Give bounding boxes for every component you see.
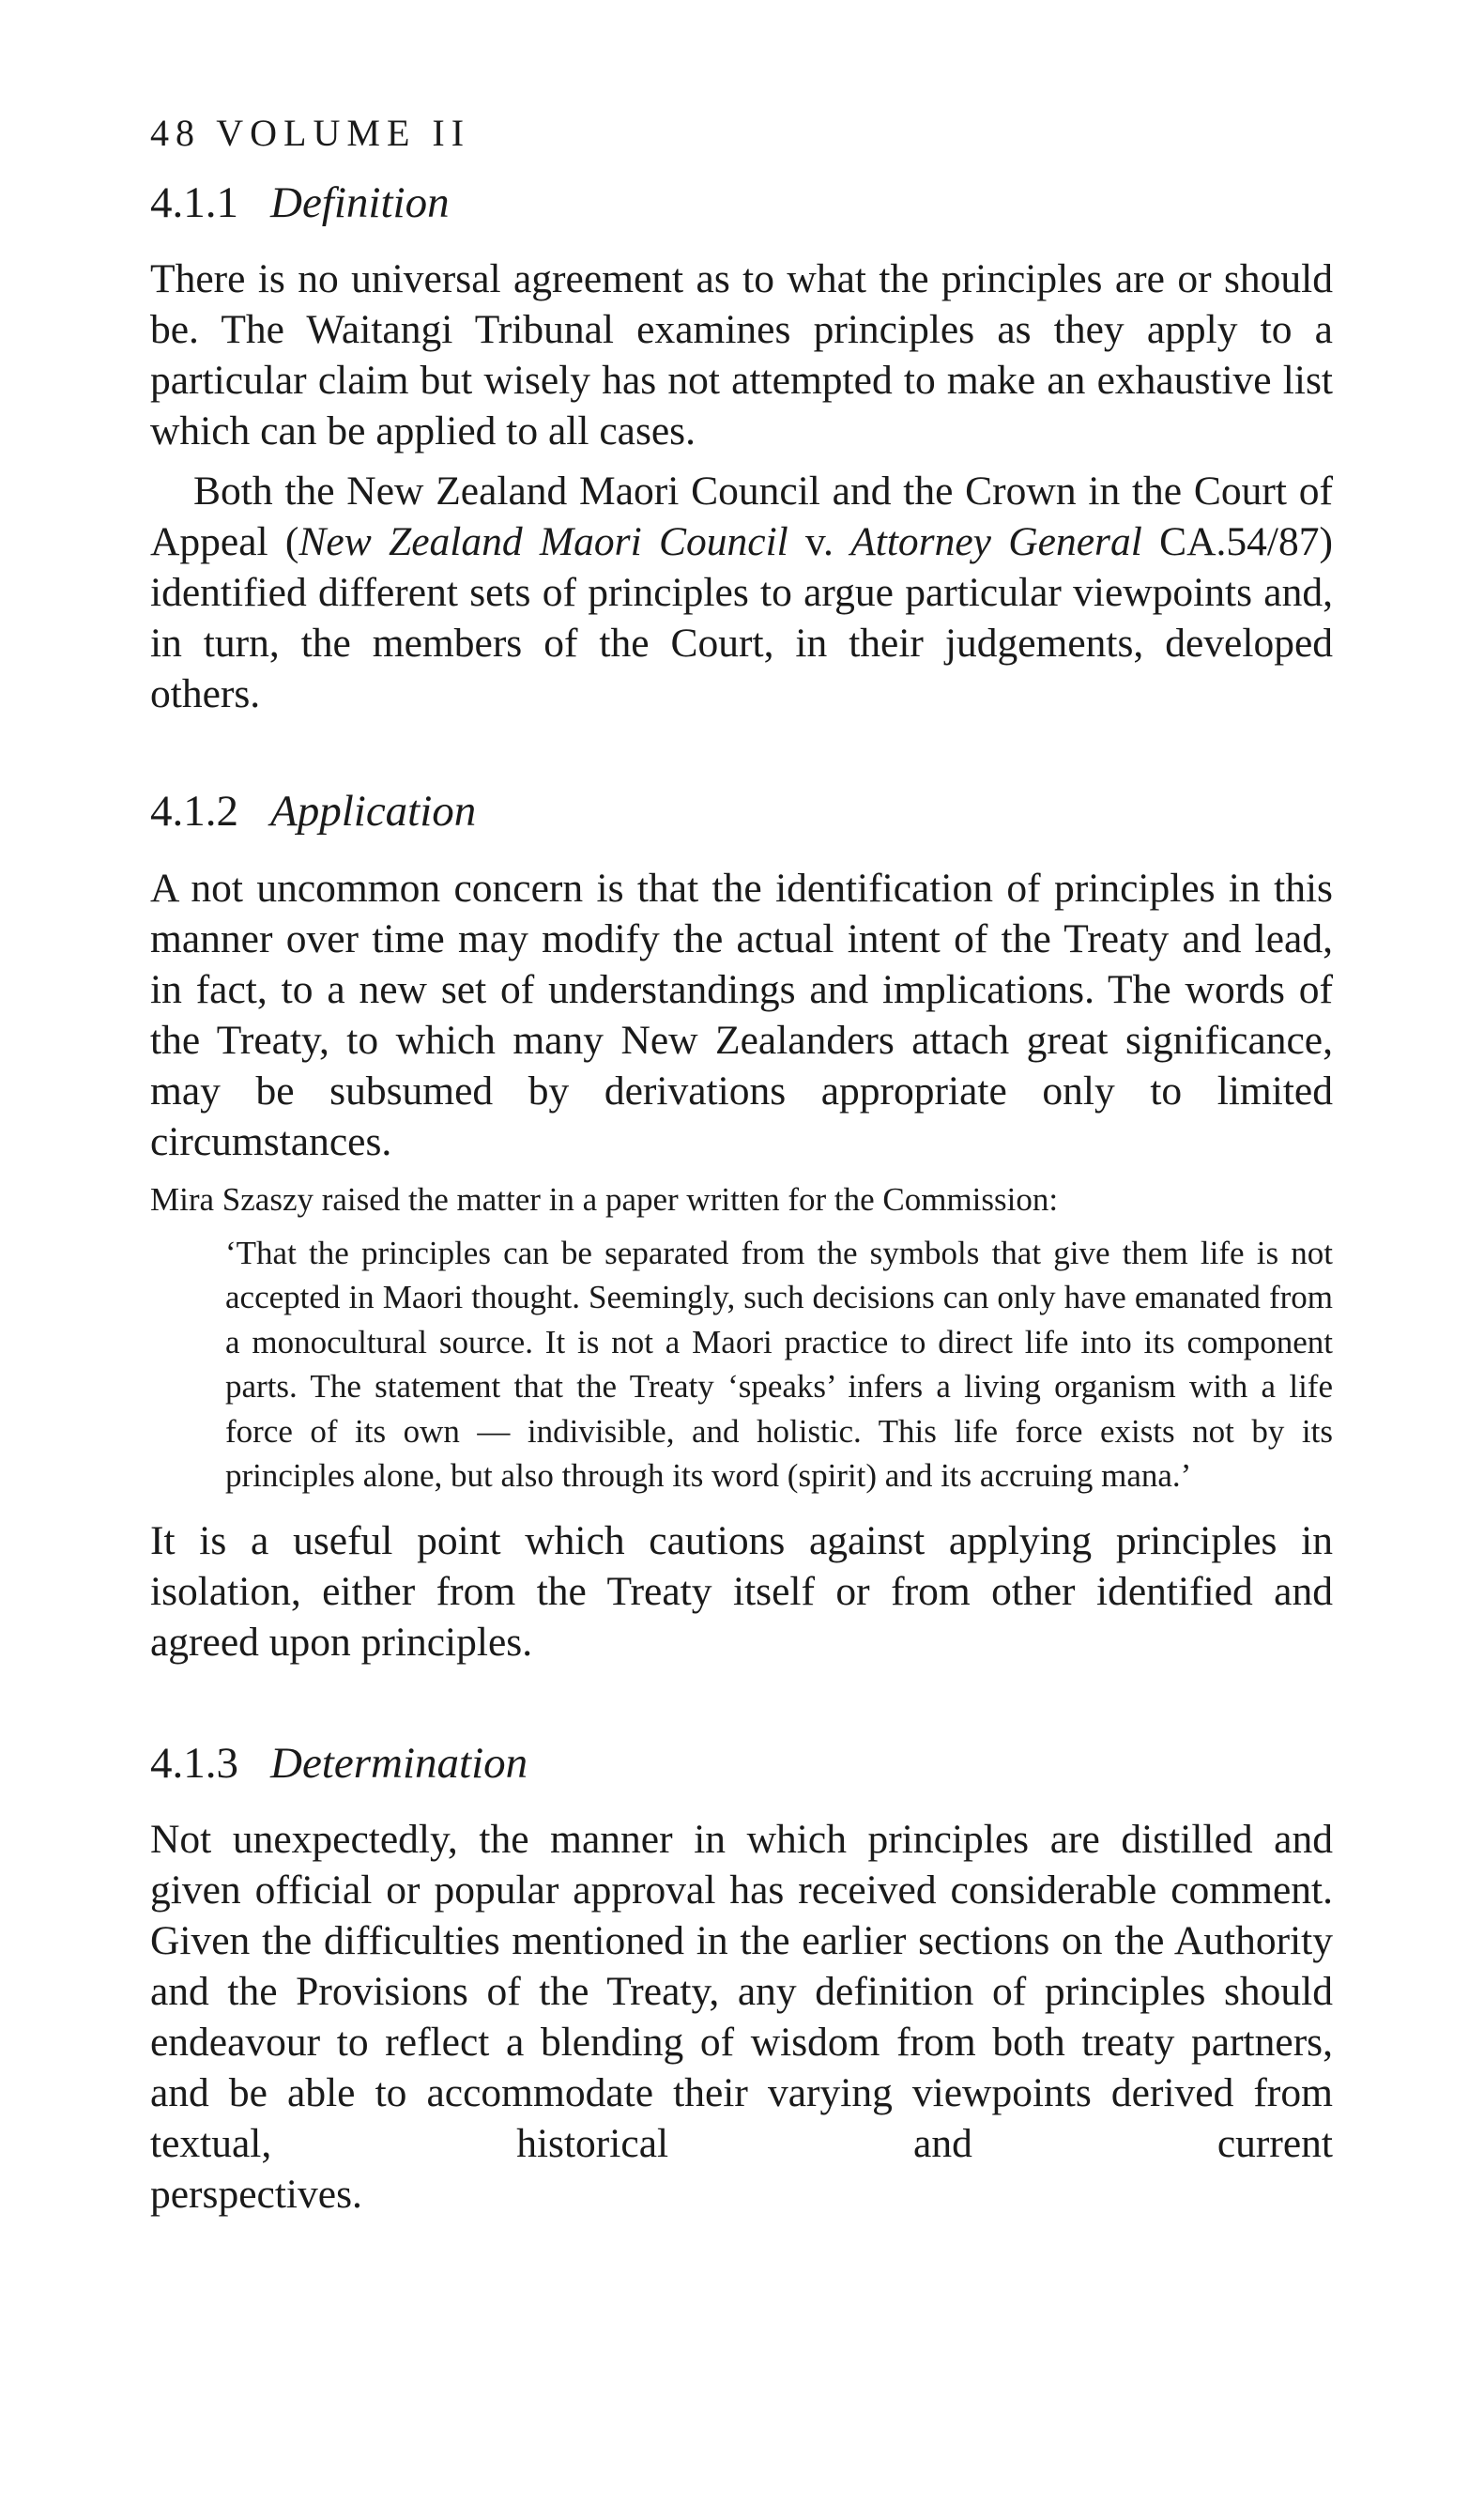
section-title: Determination: [270, 1738, 528, 1788]
section-spacer: [150, 1667, 1333, 1737]
paragraph-definition-1: There is no universal agreement as to what the principles are or should be. The Waitangi Tribunal examines principles as they apply to a particular claim but wisely has not attempted to make an exhaustive list which can be applied to all cases.: [150, 256, 1333, 454]
block-quote: ‘That the principles can be separated from the symbols that give them life is not accepted in Maori thought. Seemingly, such decisions can only have emanated from a monocultural source. It is not a Maori practice to direct life into its component parts. The statement that the Treaty ‘speaks’ infers a living organism with a life force of its own — indivisible, and holistic. This life force exists not by its principles alone, but also through its word (spirit) and its accruing mana.’: [225, 1234, 1333, 1495]
para-text: Both the New Zealand Maori Council and the Crown in the Court of Appeal (: [150, 469, 1333, 565]
versus-text: v.: [788, 519, 851, 565]
section-heading-application: [150, 785, 1333, 838]
section-spacer: [150, 719, 1333, 785]
quote-intro: Mira Szaszy raised the matter in a paper written for the Commission:: [150, 1180, 1059, 1218]
section-title: Definition: [270, 178, 450, 227]
section-number: 4.1.1: [150, 178, 238, 227]
paragraph-definition-2: [150, 466, 1333, 719]
para-text: CA.54/87) identified different sets of principles to argue particular viewpoints and, in turn, the members of the Court, in their judgements, developed others.: [150, 519, 1333, 717]
paragraph-application-2: It is a useful point which cautions against applying principles in isolation, either from the Treaty itself or from other identified and agreed upon principles.: [150, 1517, 1333, 1665]
section-number: 4.1.3: [150, 1738, 238, 1788]
paragraph-determination-end: perspectives.: [150, 2172, 362, 2218]
case-name: Attorney General: [850, 519, 1142, 565]
section-number: 4.1.2: [150, 787, 238, 837]
section-title: Application: [270, 787, 477, 837]
section-heading-definition: [150, 177, 1333, 229]
running-head: 48 VOLUME II: [150, 112, 471, 154]
paragraph-determination-1: Not unexpectedly, the manner in which principles are distilled and given official or popular approval has received considerable comment. Given the difficulties mentioned in the earlier sections on the Authority and the Provisions of the Treaty, any definition of principles should endeavour to reflect a blending of wisdom from both treaty partners, and be able to accommodate their varying viewpoints derived from textual, historical and current: [150, 1817, 1333, 2167]
case-name: New Zealand Maori Council: [298, 519, 788, 565]
document-page: [150, 111, 1333, 2220]
paragraph-application-1: A not uncommon concern is that the identification of principles in this manner over time may modify the actual intent of the Treaty and lead, in fact, to a new set of understandings and implications. The words of the Treaty, to which many New Zealanders attach great significance, may be subsumed by derivations appropriate only to limited circumstances.: [150, 865, 1333, 1164]
section-heading-determination: [150, 1737, 1333, 1790]
